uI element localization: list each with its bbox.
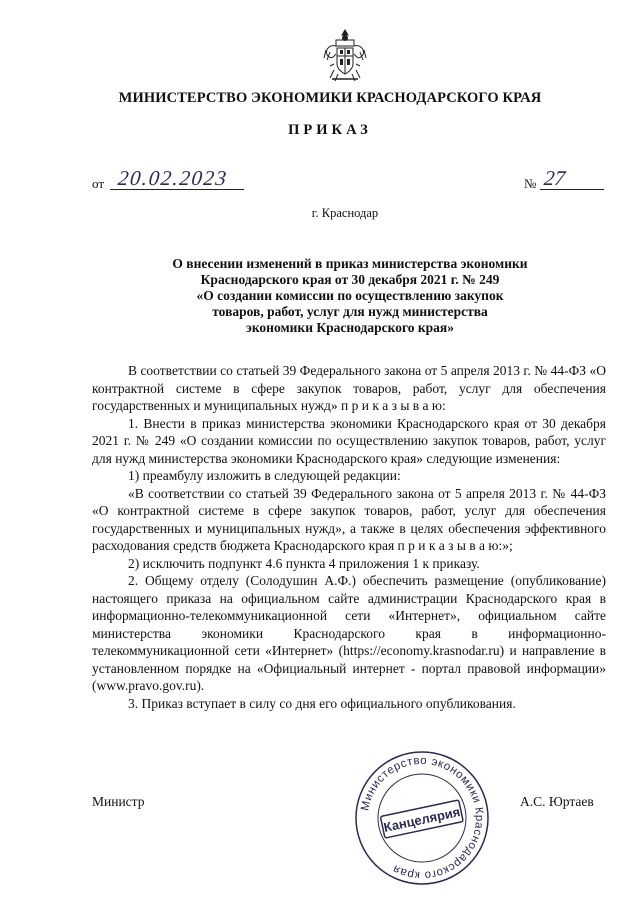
signer-title: Министр <box>92 794 145 809</box>
body-paragraph: 1) преамбулу изложить в следующей редакции: <box>128 468 401 483</box>
office-stamp <box>352 748 492 888</box>
number-label: № <box>524 176 537 191</box>
date-value: 20.02.2023 <box>116 166 229 190</box>
coat-of-arms-icon <box>322 26 368 84</box>
stamp-center-text: Канцелярия <box>382 804 462 835</box>
body-paragraph: В соответствии со статьей 39 Федерального закона от 5 апреля 2013 г. № 44-ФЗ «О контрактной системе в сфере закупок товаров, работ, услуг для обеспечения государственных и муниципальных нужд» п р и к а з ы в а ю: <box>92 363 606 413</box>
title-line: экономики Краснодарского края» <box>246 320 454 335</box>
document-type: ПРИКАЗ <box>288 122 372 138</box>
body-paragraph: 2. Общему отделу (Солодушин А.Ф.) обеспечить размещение (опубликование) настоящего приказа на официальном сайте администрации Краснодарского края в информационно-телекоммуникационной сети «Интернет», официальном сайте министерства экономики Краснодарского края в информационно-телекоммуникационной сети «Интернет» (https://economy.krasnodar.ru) и направление в установленном порядке на «Официальный интернет - портал правовой информации» (www.pravo.gov.ru). <box>92 573 606 693</box>
body-paragraph: 2) исключить подпункт 4.6 пункта 4 приложения 1 к приказу. <box>128 555 480 571</box>
title-line: Краснодарского края от 30 декабря 2021 г. № 249 <box>200 272 500 287</box>
body-paragraph: «В соответствии со статьей 39 Федерального закона от 5 апреля 2013 г. № 44-ФЗ «О контрактной системе в сфере закупок товаров, работ, услуг для обеспечения государственных и муниципальных нужд», а также в целях обеспечения эффективного расходования средств бюджета Краснодарского края п р и к а з ы в а ю:»; <box>92 485 606 553</box>
title-line: товаров, работ, услуг для нужд министерства <box>212 304 488 319</box>
title-line: О внесении изменений в приказ министерства экономики <box>172 256 528 271</box>
city: г. Краснодар <box>311 206 379 220</box>
date-label: от <box>92 176 105 191</box>
ministry-name: МИНИСТЕРСТВО ЭКОНОМИКИ КРАСНОДАРСКОГО КРАЯ <box>118 90 542 106</box>
number-value: 27 <box>542 166 567 190</box>
document-title <box>120 256 580 336</box>
body-paragraph: 1. Внести в приказ министерства экономики Краснодарского края от 30 декабря 2021 г. № 249 «О создании комиссии по осуществлению закупок товаров, работ, услуг для нужд министерства экономики Краснодарского края» следующие изменения: <box>92 415 606 466</box>
stamp-ring-text: Министерство экономики Краснодарского края <box>359 754 486 882</box>
body-paragraph: 3. Приказ вступает в силу со дня его официального опубликования. <box>128 695 516 711</box>
date-number-row <box>92 166 604 194</box>
signer-name: А.С. Юртаев <box>520 794 594 809</box>
title-line: «О создании комиссии по осуществлению закупок <box>196 288 504 303</box>
document-body <box>92 362 606 712</box>
